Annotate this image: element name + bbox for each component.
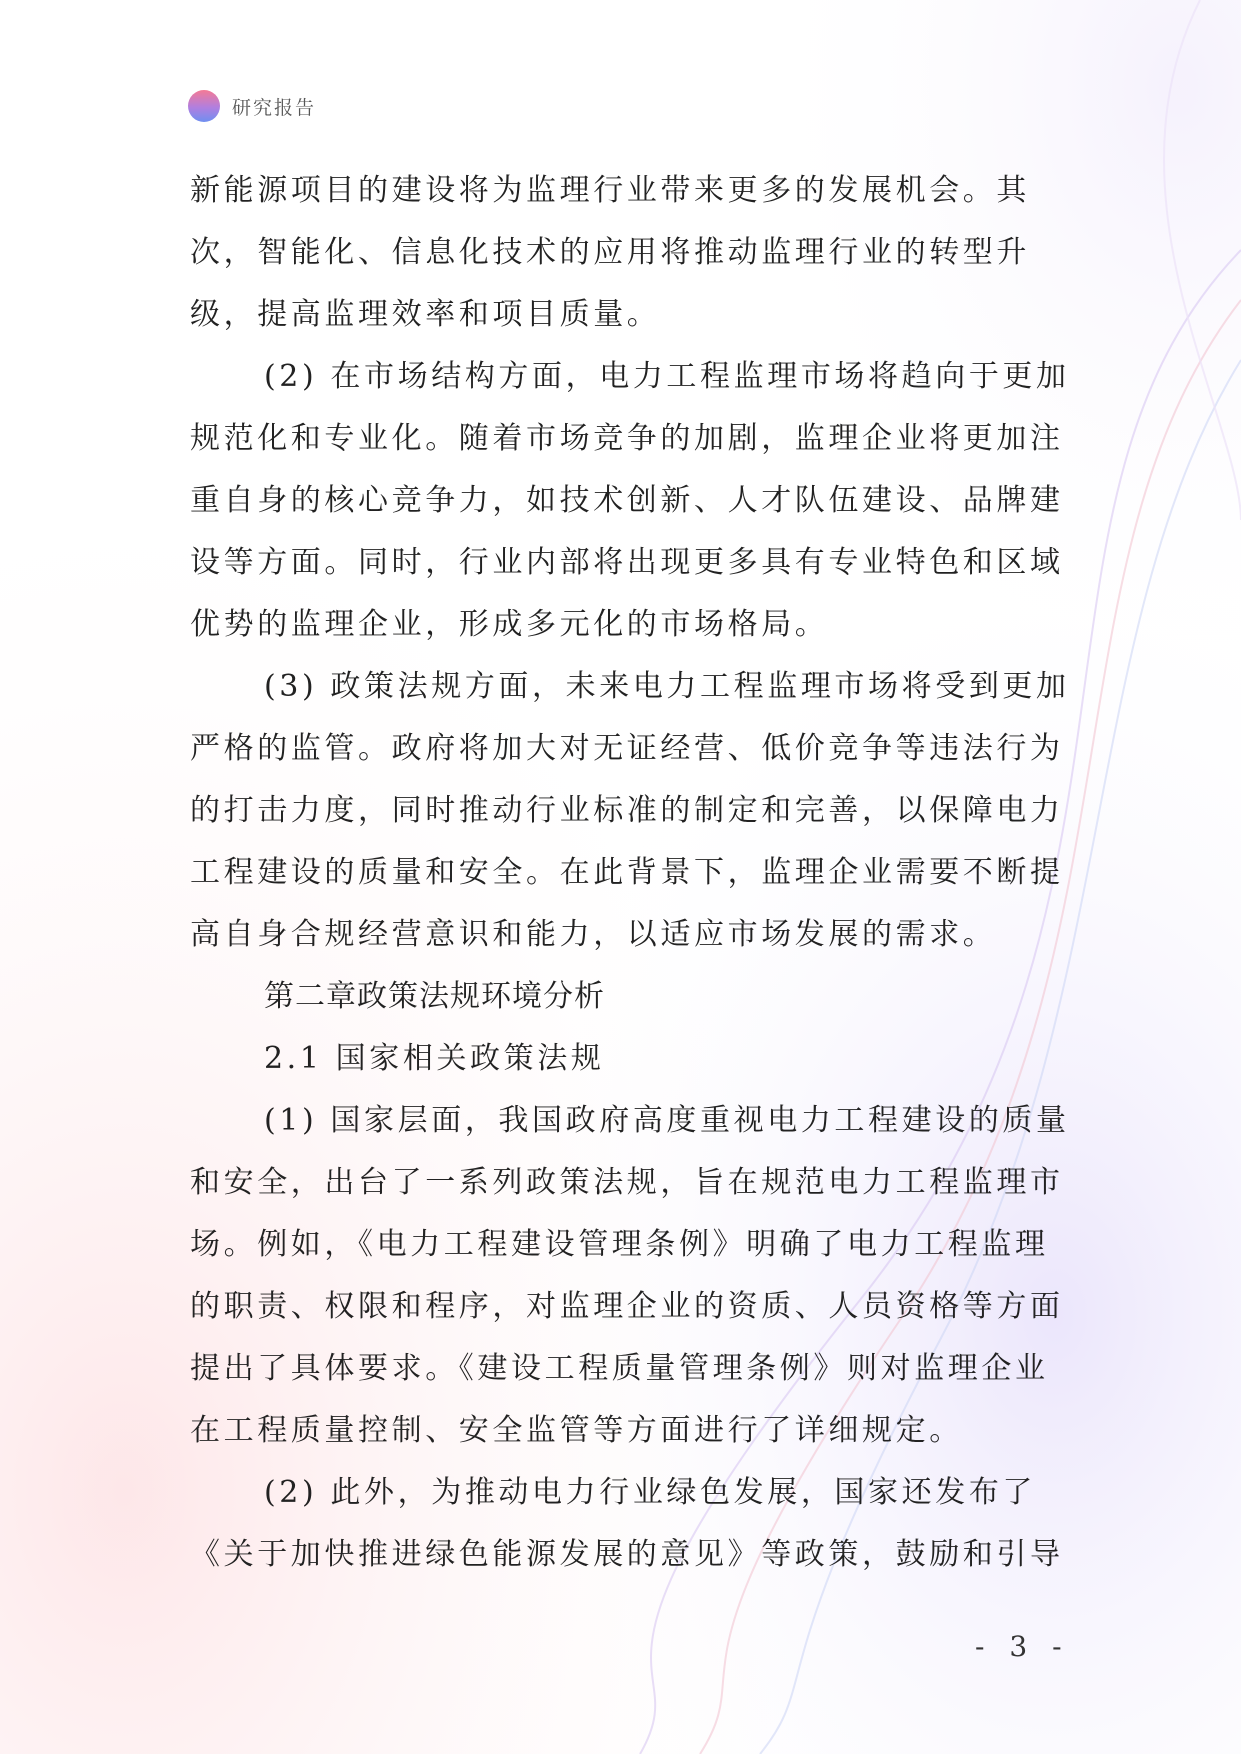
logo-circle-icon (188, 90, 220, 122)
paragraph: (1) 国家层面，我国政府高度重视电力工程建设的质量和安全，出台了一系列政策法规，旨在规范电力工程监理市场。例如，《电力工程建设管理条例》明确了电力工程监理的职责、权限和程序，对监理企业的资质、人员资格等方面提出了具体要求。《建设工程质量管理条例》则对监理企业在工程质量控制、安全监管等方面进行了详细规定。 (190, 1103, 1070, 1448)
chapter-heading: 第二章政策法规环境分析 (264, 979, 605, 1014)
section-heading: 2.1 国家相关政策法规 (264, 1041, 605, 1076)
document-body (190, 160, 1070, 1586)
paragraph: (2) 在市场结构方面，电力工程监理市场将趋向于更加规范化和专业化。随着市场竞争的加剧，监理企业将更加注重自身的核心竞争力，如技术创新、人才队伍建设、品牌建设等方面。同时，行业内部将出现更多具有专业特色和区域优势的监理企业，形成多元化的市场格局。 (190, 359, 1070, 642)
page-number: - 3 - (975, 1630, 1070, 1663)
header-title: 研究报告 (232, 96, 317, 119)
paragraph: (3) 政策法规方面，未来电力工程监理市场将受到更加严格的监管。政府将加大对无证经营、低价竞争等违法行为的打击力度，同时推动行业标准的制定和完善，以保障电力工程建设的质量和安全。在此背景下，监理企业需要不断提高自身合规经营意识和能力，以适应市场发展的需求。 (190, 669, 1070, 952)
report-header (188, 88, 316, 124)
paragraph: (2) 此外，为推动电力行业绿色发展，国家还发布了《关于加快推进绿色能源发展的意见》等政策，鼓励和引导 (190, 1475, 1064, 1572)
paragraph: 新能源项目的建设将为监理行业带来更多的发展机会。其次，智能化、信息化技术的应用将推动监理行业的转型升级，提高监理效率和项目质量。 (190, 173, 1030, 332)
